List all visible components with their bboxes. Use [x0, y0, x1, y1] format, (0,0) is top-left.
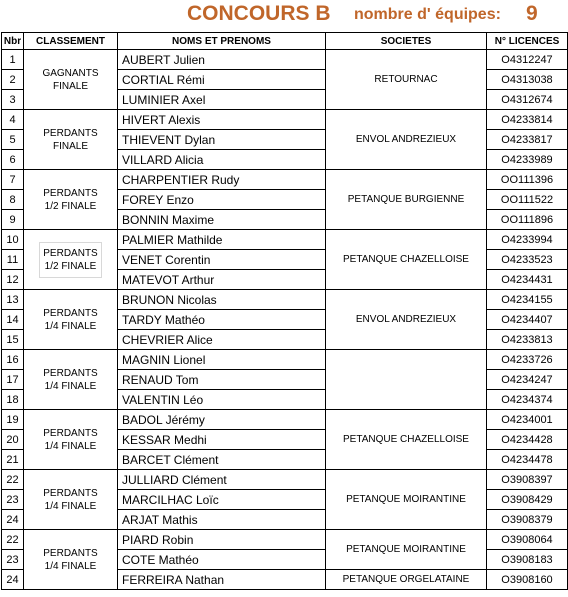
- licence-number: O3908160: [487, 570, 568, 590]
- table-row: [2, 170, 568, 190]
- societe-cell: PETANQUE CHAZELLOISE: [326, 230, 487, 290]
- classement-line: 1/4 FINALE: [44, 320, 97, 332]
- classement-cell: [24, 110, 118, 170]
- classement-line: PERDANTS: [43, 547, 98, 559]
- row-number: 22: [2, 470, 24, 490]
- classement-cell: [24, 170, 118, 230]
- licence-number: O3908379: [487, 510, 568, 530]
- player-name: LUMINIER Axel: [118, 90, 326, 110]
- player-name: MAGNIN Lionel: [118, 350, 326, 370]
- column-header-societes: SOCIETES: [326, 33, 487, 50]
- classement-cell: [24, 350, 118, 410]
- classement-cell: [24, 470, 118, 530]
- classement-line: PERDANTS: [43, 367, 98, 379]
- row-number: 23: [2, 550, 24, 570]
- societe-cell: ENVOL ANDREZIEUX: [326, 110, 487, 170]
- table-row: [2, 410, 568, 430]
- row-number: 21: [2, 450, 24, 470]
- classement-line: PERDANTS: [43, 307, 98, 319]
- societe-cell: [326, 350, 487, 410]
- licence-number: O4234001: [487, 410, 568, 430]
- player-name: VILLARD Alicia: [118, 150, 326, 170]
- licence-number: O4234247: [487, 370, 568, 390]
- row-number: 19: [2, 410, 24, 430]
- classement-line: PERDANTS: [43, 247, 98, 259]
- classement-line: GAGNANTS: [42, 67, 99, 79]
- teams-label: nombre d' équipes:: [354, 6, 501, 23]
- table-row: [2, 290, 568, 310]
- table-body: [2, 50, 568, 590]
- classement-line: FINALE: [52, 140, 88, 152]
- classement-line: 1/4 FINALE: [44, 560, 97, 572]
- classement-line: 1/4 FINALE: [44, 500, 97, 512]
- licence-number: O4234428: [487, 430, 568, 450]
- classement-line: FINALE: [52, 80, 88, 92]
- player-name: RENAUD Tom: [118, 370, 326, 390]
- licence-number: O4234155: [487, 290, 568, 310]
- classement-label: [43, 368, 97, 392]
- row-number: 1: [2, 50, 24, 70]
- societe-cell: RETOURNAC: [326, 50, 487, 110]
- results-table: [1, 32, 568, 590]
- licence-number: O4233817: [487, 130, 568, 150]
- licence-number: O4312674: [487, 90, 568, 110]
- licence-number: O4312247: [487, 50, 568, 70]
- player-name: COTE Mathéo: [118, 550, 326, 570]
- row-number: 5: [2, 130, 24, 150]
- societe-cell: PETANQUE CHAZELLOISE: [326, 410, 487, 470]
- classement-label: [43, 548, 97, 572]
- row-number: 3: [2, 90, 24, 110]
- row-number: 23: [2, 490, 24, 510]
- player-name: TARDY Mathéo: [118, 310, 326, 330]
- player-name: BADOL Jérémy: [118, 410, 326, 430]
- player-name: VALENTIN Léo: [118, 390, 326, 410]
- classement-line: 1/4 FINALE: [44, 440, 97, 452]
- row-number: 24: [2, 510, 24, 530]
- player-name: CORTIAL Rémi: [118, 70, 326, 90]
- classement-cell: [24, 50, 118, 110]
- classement-cell: [24, 530, 118, 590]
- row-number: 18: [2, 390, 24, 410]
- player-name: VENET Corentin: [118, 250, 326, 270]
- row-number: 4: [2, 110, 24, 130]
- licence-number: O4233989: [487, 150, 568, 170]
- player-name: BARCET Clément: [118, 450, 326, 470]
- player-name: JULLIARD Clément: [118, 470, 326, 490]
- row-number: 13: [2, 290, 24, 310]
- player-name: BRUNON Nicolas: [118, 290, 326, 310]
- page-header: [0, 0, 568, 32]
- contest-title: CONCOURS B: [187, 2, 331, 25]
- licence-number: O3908429: [487, 490, 568, 510]
- classement-line: PERDANTS: [43, 487, 98, 499]
- licence-number: O4233994: [487, 230, 568, 250]
- row-number: 8: [2, 190, 24, 210]
- classement-line: 1/2 FINALE: [44, 200, 97, 212]
- classement-label: [43, 308, 97, 332]
- player-name: MATEVOT Arthur: [118, 270, 326, 290]
- player-name: KESSAR Medhi: [118, 430, 326, 450]
- row-number: 11: [2, 250, 24, 270]
- row-number: 17: [2, 370, 24, 390]
- table-row: [2, 110, 568, 130]
- licence-number: OO111896: [487, 210, 568, 230]
- licence-number: O4234478: [487, 450, 568, 470]
- column-header-names: NOMS ET PRENOMS: [118, 33, 326, 50]
- societe-cell: PETANQUE MOIRANTINE: [326, 530, 487, 570]
- row-number: 10: [2, 230, 24, 250]
- row-number: 7: [2, 170, 24, 190]
- classement-cell: [24, 230, 118, 290]
- licence-number: O4234407: [487, 310, 568, 330]
- table-row: [2, 50, 568, 70]
- player-name: FOREY Enzo: [118, 190, 326, 210]
- player-name: PALMIER Mathilde: [118, 230, 326, 250]
- classement-label: [39, 242, 101, 278]
- player-name: HIVERT Alexis: [118, 110, 326, 130]
- row-number: 22: [2, 530, 24, 550]
- column-header-licences: N° LICENCES: [487, 33, 568, 50]
- player-name: MARCILHAC Loïc: [118, 490, 326, 510]
- licence-number: O3908064: [487, 530, 568, 550]
- row-number: 20: [2, 430, 24, 450]
- row-number: 24: [2, 570, 24, 590]
- row-number: 16: [2, 350, 24, 370]
- classement-line: PERDANTS: [43, 187, 98, 199]
- classement-cell: [24, 290, 118, 350]
- row-number: 14: [2, 310, 24, 330]
- row-number: 12: [2, 270, 24, 290]
- licence-number: OO111396: [487, 170, 568, 190]
- player-name: THIEVENT Dylan: [118, 130, 326, 150]
- table-row: [2, 470, 568, 490]
- societe-cell: PETANQUE MOIRANTINE: [326, 470, 487, 530]
- licence-number: O4233726: [487, 350, 568, 370]
- table-row: [2, 530, 568, 550]
- player-name: PIARD Robin: [118, 530, 326, 550]
- player-name: ARJAT Mathis: [118, 510, 326, 530]
- column-header-nbr: Nbr: [2, 33, 24, 50]
- licence-number: O4233813: [487, 330, 568, 350]
- licence-number: O4234374: [487, 390, 568, 410]
- licence-number: O3908183: [487, 550, 568, 570]
- licence-number: OO111522: [487, 190, 568, 210]
- classement-label: [43, 188, 97, 212]
- licence-number: O4233814: [487, 110, 568, 130]
- licence-number: O4313038: [487, 70, 568, 90]
- column-header-classement: CLASSEMENT: [24, 33, 118, 50]
- row-number: 6: [2, 150, 24, 170]
- player-name: CHEVRIER Alice: [118, 330, 326, 350]
- classement-line: PERDANTS: [43, 427, 98, 439]
- table-row: [2, 230, 568, 250]
- societe-cell: ENVOL ANDREZIEUX: [326, 290, 487, 350]
- player-name: BONNIN Maxime: [118, 210, 326, 230]
- licence-number: O4234431: [487, 270, 568, 290]
- classement-label: [42, 68, 98, 92]
- teams-count: 9: [526, 2, 538, 25]
- player-name: FERREIRA Nathan: [118, 570, 326, 590]
- row-number: 2: [2, 70, 24, 90]
- classement-label: [43, 428, 97, 452]
- licence-number: O3908397: [487, 470, 568, 490]
- classement-label: [43, 128, 97, 152]
- table-header-row: [2, 33, 568, 50]
- societe-cell: PETANQUE ORGELATAINE: [326, 570, 487, 590]
- player-name: CHARPENTIER Rudy: [118, 170, 326, 190]
- classement-cell: [24, 410, 118, 470]
- classement-line: PERDANTS: [43, 127, 98, 139]
- table-row: [2, 350, 568, 370]
- row-number: 9: [2, 210, 24, 230]
- classement-line: 1/4 FINALE: [44, 380, 97, 392]
- societe-cell: PETANQUE BURGIENNE: [326, 170, 487, 230]
- classement-line: 1/2 FINALE: [44, 260, 97, 272]
- licence-number: O4233523: [487, 250, 568, 270]
- classement-label: [43, 488, 97, 512]
- player-name: AUBERT Julien: [118, 50, 326, 70]
- row-number: 15: [2, 330, 24, 350]
